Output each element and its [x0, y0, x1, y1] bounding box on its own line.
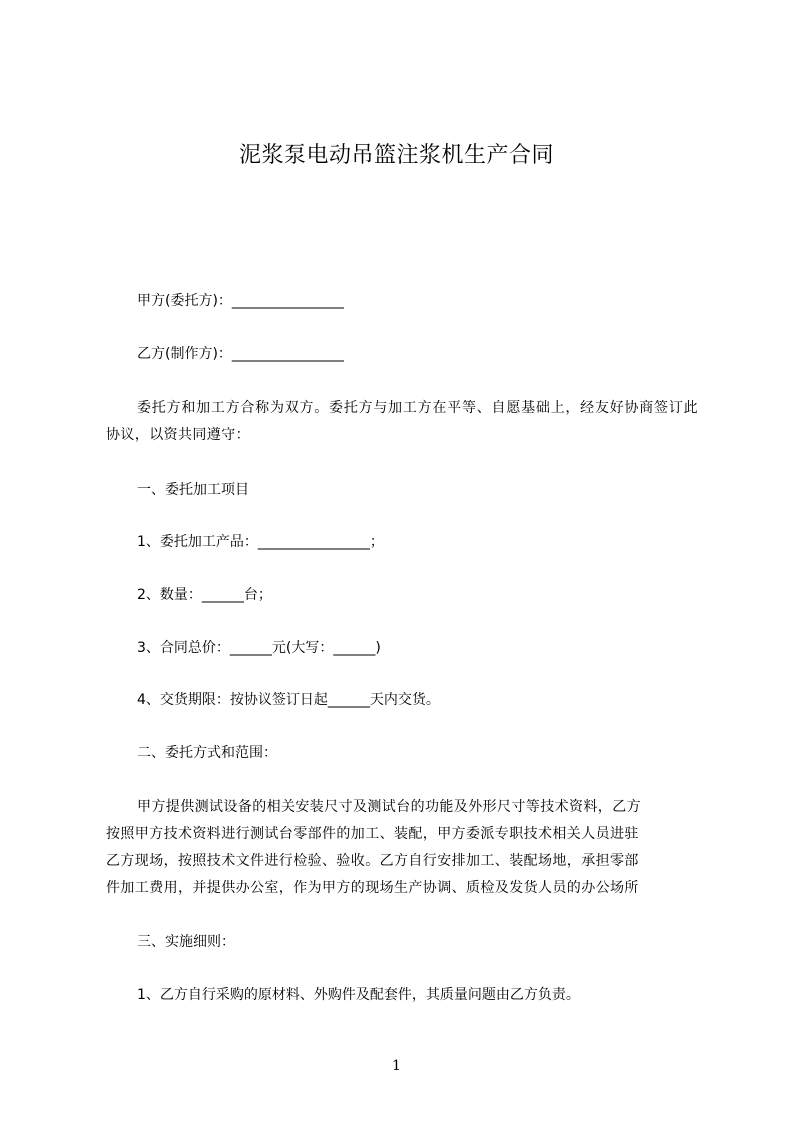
party-a-line: 甲方(委托方)：________________: [137, 293, 344, 309]
party-b-line: 乙方(制作方)：________________: [137, 346, 344, 362]
section-1-item-2: 2、数量：______台；: [137, 587, 272, 603]
intro-paragraph: 委托方和加工方合称为双方。委托方与加工方在平等、自愿基础上，经友好协商签订此协议，以资共同遵守：: [106, 400, 698, 443]
section-3-item-1: 1、乙方自行采购的原材料、外购件及配套件，其质量问题由乙方负责。: [137, 987, 580, 1003]
section-2-heading: 二、委托方式和范围：: [137, 745, 277, 761]
section-2-line-1: 甲方提供测试设备的相关安装尺寸及测试台的功能及外形尺寸等技术资料，乙方: [137, 799, 641, 815]
page-number: 1: [392, 1058, 401, 1074]
document-title: 泥浆泵电动吊篮注浆机生产合同: [238, 143, 554, 168]
section-1-item-1: 1、委托加工产品：________________；: [137, 534, 384, 550]
section-1-item-3: 3、合同总价：______元(大写：______): [137, 640, 381, 656]
section-1-item-4: 4、交货期限：按协议签订日起______天内交货。: [137, 692, 440, 708]
section-2-line-4: 件加工费用，并提供办公室，作为甲方的现场生产协调、质检及发货人员的办公场所: [106, 880, 639, 896]
section-3-heading: 三、实施细则：: [137, 934, 235, 950]
section-2-line-3: 乙方现场，按照技术文件进行检验、验收。乙方自行安排加工、装配场地，承担零部: [106, 853, 639, 869]
section-1-heading: 一、委托加工项目: [137, 482, 249, 498]
section-2-line-2: 按照甲方技术资料进行测试台零部件的加工、装配，甲方委派专职技术相关人员进驻: [106, 826, 639, 842]
section-2-paragraph: [106, 794, 698, 902]
